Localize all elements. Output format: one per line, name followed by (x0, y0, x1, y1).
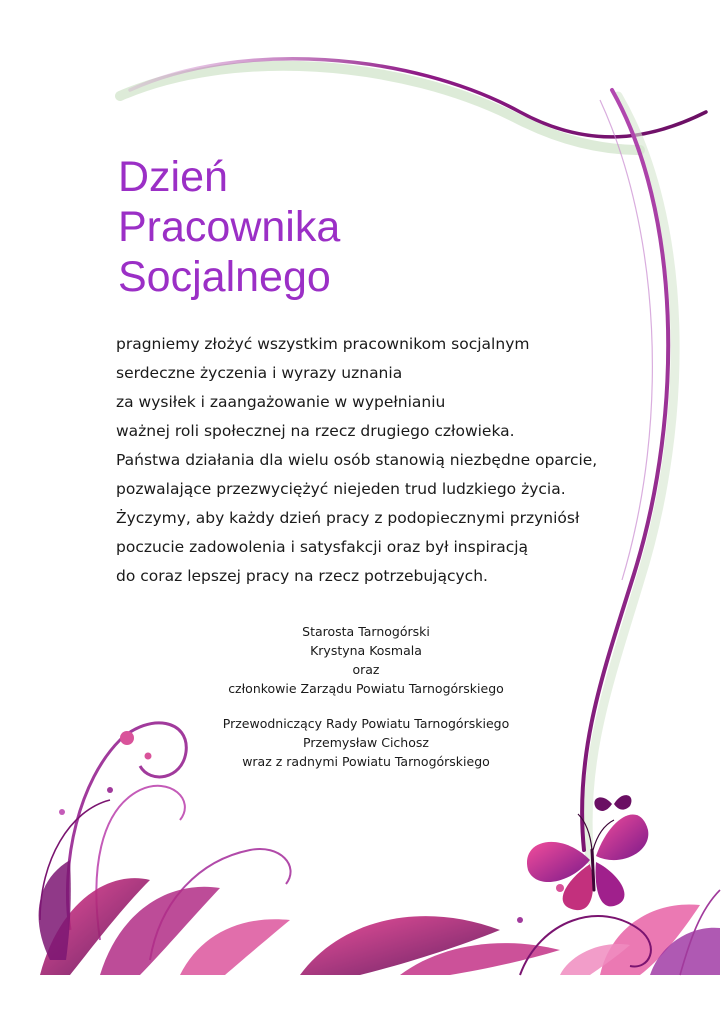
body-line: Życzymy, aby każdy dzień pracy z podopiecznymi przyniósł (116, 509, 580, 527)
dot-4 (59, 809, 65, 815)
signature-line: wraz z radnymi Powiatu Tarnogórskiego (242, 754, 490, 769)
title-line-3: Socjalnego (118, 253, 331, 301)
signature-line: członkowie Zarządu Powiatu Tarnogórskiego (228, 681, 504, 696)
top-shadow-swoosh (120, 66, 640, 150)
signature-line: Starosta Tarnogórski (302, 624, 430, 639)
body-line: pozwalające przezwyciężyć niejeden trud ludzkiego życia. (116, 480, 566, 498)
butterfly-upper-wing-right (596, 814, 648, 860)
dot-3 (107, 787, 113, 793)
body-line: do coraz lepszej pracy na rzecz potrzebujących. (116, 567, 488, 585)
greeting-body (116, 330, 597, 591)
signature-line: Przemysław Cichosz (303, 735, 429, 750)
title-line-1: Dzień (118, 153, 228, 201)
signature-block-rada (200, 714, 532, 771)
butterfly-body (592, 850, 594, 890)
body-line: za wysiłek i zaangażowanie w wypełnianiu (116, 393, 446, 411)
body-line: serdeczne życzenia i wyrazy uznania (116, 364, 403, 382)
body-line: poczucie zadowolenia i satysfakcji oraz był inspiracją (116, 538, 529, 556)
leaf-3 (180, 919, 290, 975)
signature-line: Przewodniczący Rady Powiatu Tarnogórskiego (222, 716, 510, 731)
dot-5 (556, 884, 564, 892)
signature-line: Krystyna Kosmala (310, 643, 422, 658)
body-line: pragniemy złożyć wszystkim pracownikom socjalnym (116, 335, 530, 353)
body-line: Państwa działania dla wielu osób stanowią niezbędne oparcie, (116, 451, 598, 469)
title-line-2: Pracownika (118, 203, 341, 251)
right-shadow-curve (588, 96, 675, 860)
page-title (118, 152, 340, 302)
dot-6 (517, 917, 523, 923)
body-line: ważnej roli społecznej na rzecz drugiego człowieka. (116, 422, 515, 440)
butterfly (527, 814, 648, 910)
dot-1 (120, 731, 134, 745)
signature-line: oraz (352, 662, 380, 677)
butterfly-small (594, 795, 631, 811)
butterfly-lower-wing-right (596, 862, 625, 906)
leaf-4 (39, 860, 71, 960)
signature-block-starosta (200, 622, 532, 698)
dot-2 (145, 753, 152, 760)
